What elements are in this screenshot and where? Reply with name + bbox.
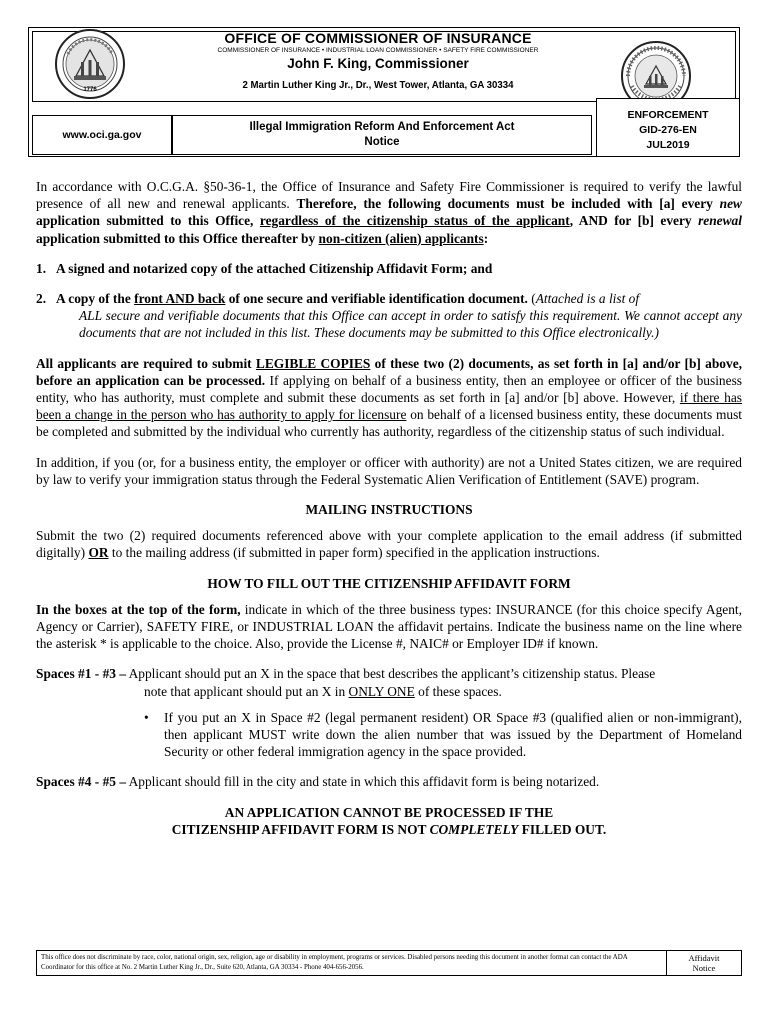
list-item-1-text: A signed and notarized copy of the attached Citizenship Affidavit Form; and	[56, 260, 493, 276]
notice-title-line1: Illegal Immigration Reform And Enforcement Act	[249, 121, 515, 133]
save-program-paragraph: In addition, if you (or, for a business entity, the employer or officer with authority) are not a United States citizen, we are required by law to verify your immigration status through the Federal Systematic Alien Verification of Entitlement (SAVE) program.	[36, 454, 742, 487]
howto-heading: HOW TO FILL OUT THE CITIZENSHIP AFFIDAVIT FORM	[207, 575, 571, 591]
spaces-4-5-text: Applicant should fill in the city and state in which this affidavit form is being notarized.	[126, 774, 600, 790]
notice-body	[36, 178, 742, 838]
footer-label	[667, 951, 741, 975]
applicants-text: If applying on behalf of a business entity, then an employee or officer of the business entity, who has authority, must complete and submit these documents as set forth in [a] and/or [b] above. However,	[36, 372, 742, 406]
list-number: 2.	[36, 291, 47, 307]
closing-text: FILLED OUT.	[518, 821, 607, 837]
list-item-1	[36, 260, 742, 277]
list-item-2-text: of one secure and verifiable identification document.	[225, 291, 528, 307]
intro-bold-text: application submitted to this Office,	[36, 213, 260, 229]
list-item-2	[36, 290, 742, 342]
mailing-text: Submit the two (2) required documents referenced above with your complete application to the email address (if submitted digitally)	[36, 528, 742, 561]
list-item-2-front-back: front AND back	[134, 291, 226, 307]
authority-change-clause: if there has been a change in the person who has authority to apply for licensure	[36, 390, 742, 423]
intro-colon: :	[483, 230, 489, 246]
spaces-1-3-continued	[36, 683, 742, 700]
enforcement-label: ENFORCEMENT	[627, 109, 709, 121]
applicants-paragraph	[36, 355, 742, 441]
commissioner-name: John F. King, Commissioner	[287, 56, 469, 71]
bullet-text: If you put an X in Space #2 (legal permanent resident) OR Space #3 (qualified alien or non-immigrant), then applicant MUST write down the alien number that was issued by the Department of Homeland Security or other federal immigration agency in the space provided.	[164, 709, 742, 760]
enforcement-box	[596, 98, 740, 157]
office-title: OFFICE OF COMMISSIONER OF INSURANCE	[224, 30, 532, 46]
closing-line-2	[36, 821, 742, 838]
mailing-heading: MAILING INSTRUCTIONS	[305, 502, 473, 518]
intro-paragraph	[36, 178, 742, 247]
intro-bold-text: application submitted to this Office thereafter by	[36, 230, 319, 246]
footer-label-line1: Affidavit	[688, 953, 720, 963]
list-item-2-text: A copy of the	[56, 291, 135, 307]
spaces-text: of these spaces.	[414, 683, 502, 699]
intro-new: new	[719, 196, 742, 212]
footer-label-line2: Notice	[692, 963, 716, 973]
applicants-text: All applicants are required to submit	[36, 355, 256, 371]
howto-bold: In the boxes at the top of the form,	[36, 601, 241, 617]
applicants-text: on behalf of a licensed business entity, these documents must be completed and submitted by the individual who currently has authority, regardless of the citizenship status of such individual.	[36, 407, 742, 440]
list-item-2-paren: (	[527, 291, 536, 307]
spaces-1-3-text: Applicant should put an X in the space that best describes the applicant’s citizenship status. Please	[126, 666, 656, 682]
form-id: GID-276-EN	[639, 124, 697, 136]
list-number: 1.	[36, 260, 47, 276]
notice-title-line2: Notice	[364, 136, 400, 148]
closing-text: CITIZENSHIP AFFIDAVIT FORM IS NOT	[171, 821, 430, 837]
notice-title-cell	[172, 115, 592, 155]
mailing-paragraph	[36, 527, 742, 561]
form-date: JUL2019	[646, 139, 690, 151]
intro-text: In accordance with O.C.G.A. §50-36-1, the Office of Insurance and Safety Fire Commissioner is required to verify the lawful presence of all new and renewal applicants.	[36, 179, 742, 212]
office-subtitle: COMMISSIONER OF INSURANCE • INDUSTRIAL LOAN COMMISSIONER • SAFETY FIRE COMMISSIONER	[217, 47, 539, 54]
closing-completely: COMPLETELY	[429, 821, 519, 837]
intro-renewal: renewal	[698, 213, 742, 229]
intro-bold-text: Therefore, the following documents must be included with [a] every	[296, 196, 720, 212]
mailing-or: OR	[88, 545, 109, 561]
alien-number-bullet	[144, 709, 742, 761]
spaces-1-3-label: Spaces #1 - #3 –	[36, 666, 127, 682]
svg-text:1776: 1776	[83, 87, 97, 93]
legible-copies: LEGIBLE COPIES	[255, 355, 371, 371]
intro-non-citizen: non-citizen (alien) applicants	[318, 230, 484, 246]
spaces-text: note that applicant should put an X in	[144, 683, 349, 699]
bullet-icon: •	[144, 709, 149, 725]
only-one: ONLY ONE	[348, 683, 415, 699]
howto-text: indicate in which of the three business types: INSURANCE (for this choice specify Agent, Agency or Carrier), SAFETY FIRE, or INDUSTRIAL LOAN the affidavit pertains. Indicate the business name on the line where the asterisk * is applicable to the choice. Also, provide the License #, NAIC# or Employer ID# if known.	[36, 601, 742, 652]
website-cell[interactable]: www.oci.ga.gov	[32, 115, 172, 155]
spaces-4-5-label: Spaces #4 - #5 –	[36, 774, 127, 790]
office-address: 2 Martin Luther King Jr., Dr., West Tower, Atlanta, GA 30334	[242, 79, 514, 91]
footer-disclaimer: This office does not discriminate by race, color, national origin, sex, religion, age or disability in employment, programs or services. Disabled persons needing this document in another format can contact the ADA Coordinator for this office at No. 2 Martin Luther King Jr., Dr., Suite 620, Atlanta, GA 30334 - Phone 404-656-2056.	[37, 951, 667, 975]
letterhead-center	[140, 30, 616, 92]
spaces-1-3	[36, 665, 742, 682]
georgia-state-seal-icon	[54, 28, 126, 100]
mailing-text: to the mailing address (if submitted in paper form) specified in the application instructions.	[108, 545, 600, 561]
list-item-2-note-continued: ALL secure and verifiable documents that this Office can accept in order to satisfy this requirement. We cannot accept any documents that are not included in this list. These documents may be submitted to this Office electronically.)	[79, 308, 742, 341]
intro-bold-text: , AND for [b] every	[569, 213, 699, 229]
closing-line-1: AN APPLICATION CANNOT BE PROCESSED IF THE	[224, 804, 554, 820]
applicants-text: of these two (2) documents, as set forth in [a] and/or [b] above, before an application can be processed.	[36, 355, 742, 388]
intro-citizenship-clause: regardless of the citizenship status of the applicant	[259, 213, 570, 229]
howto-paragraph	[36, 601, 742, 653]
spaces-4-5	[36, 773, 742, 790]
footer-box	[36, 950, 742, 976]
list-item-2-note: Attached is a list of	[535, 291, 640, 307]
